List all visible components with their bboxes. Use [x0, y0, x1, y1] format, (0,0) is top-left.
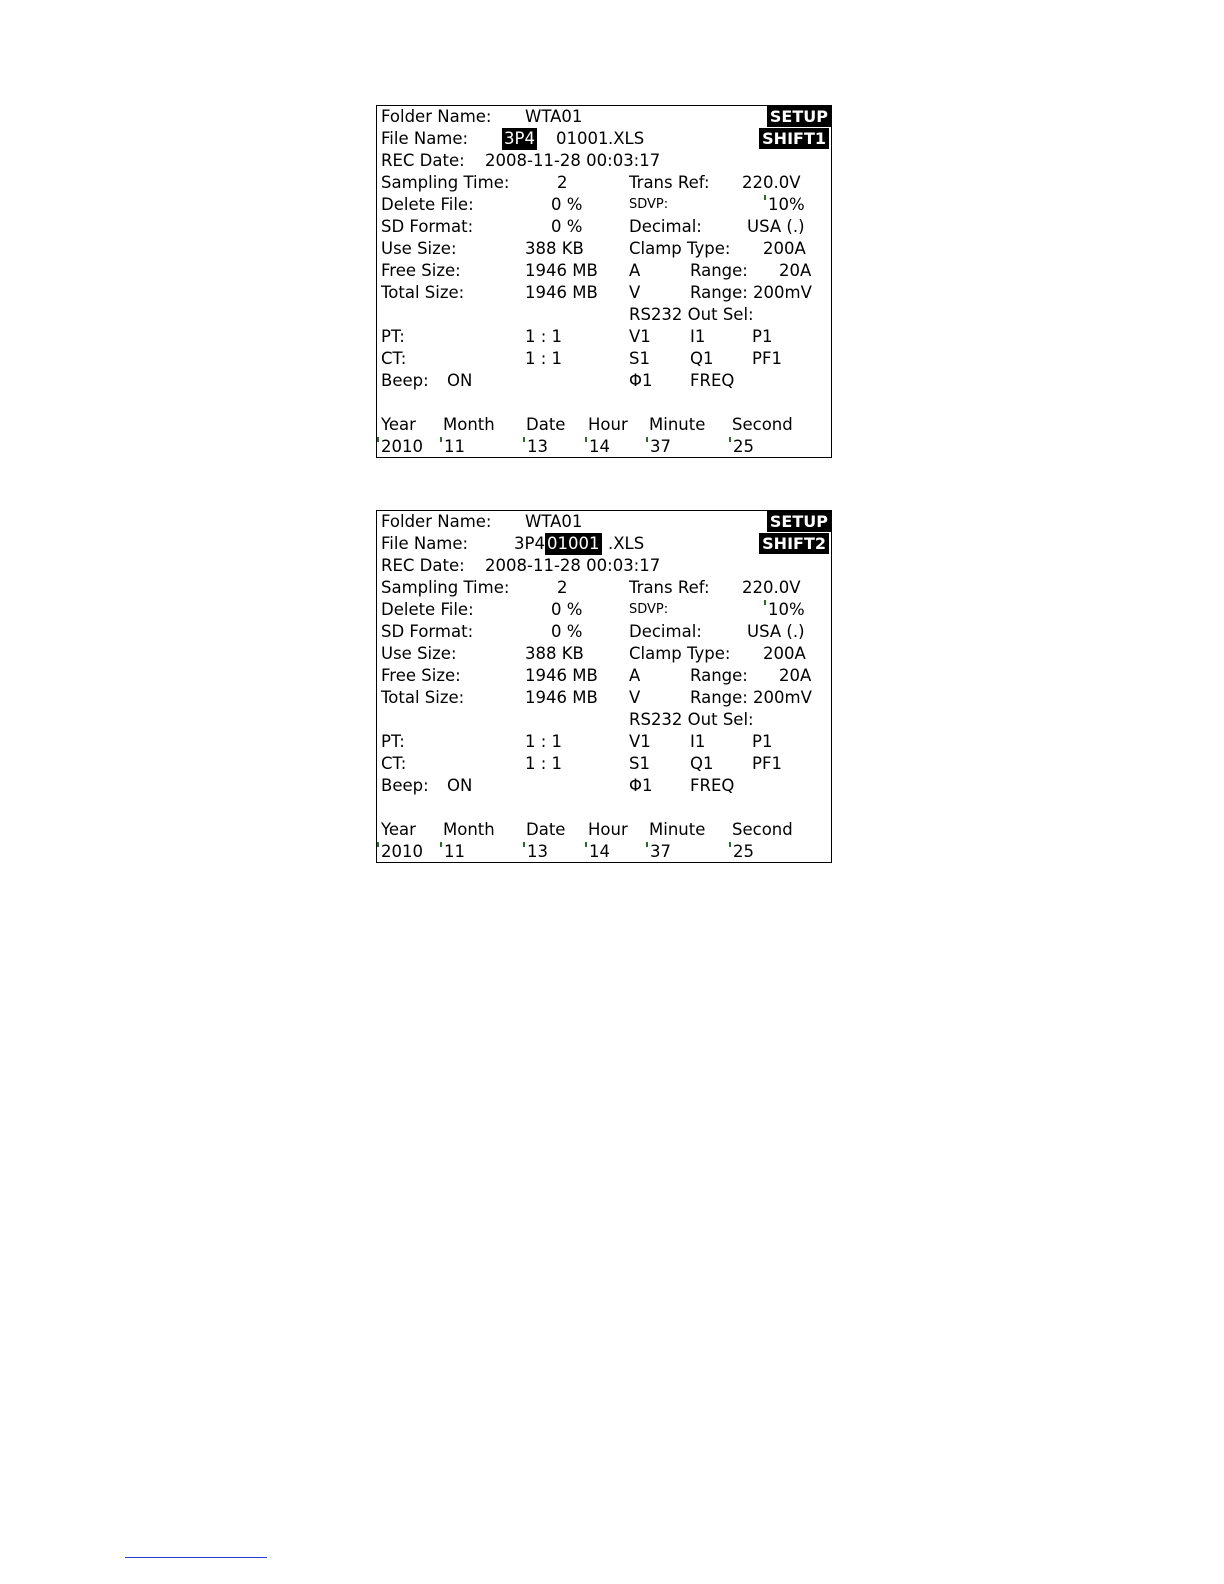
total-size-label: Total Size: — [381, 283, 465, 302]
v-range-value: 200mV — [753, 688, 812, 707]
rs232-item: FREQ — [690, 371, 735, 390]
total-size-value: 1946 MB — [525, 283, 598, 302]
folder-value: WTA01 — [525, 107, 583, 126]
setup-badge: SETUP — [767, 106, 831, 127]
time-header: Month — [443, 820, 495, 839]
ct-value: 1 : 1 — [525, 754, 563, 773]
time-header: Date — [526, 820, 566, 839]
rs232-item: FREQ — [690, 776, 735, 795]
rec-label: REC Date: — [381, 151, 465, 170]
sd-format-value: 0 % — [551, 622, 583, 641]
sdvp-value: 10% — [768, 195, 805, 214]
beep-label: Beep: — [381, 776, 429, 795]
rs232-item: Φ1 — [629, 776, 653, 795]
v-range-label: Range: — [690, 283, 748, 302]
file-prefix: 3P4 — [504, 129, 535, 148]
rs232-item: P1 — [752, 732, 773, 751]
ct-label: CT: — [381, 754, 407, 773]
beep-label: Beep: — [381, 371, 429, 390]
time-value: 25 — [733, 842, 754, 861]
free-size-label: Free Size: — [381, 666, 461, 685]
pt-value: 1 : 1 — [525, 732, 563, 751]
a-label: A — [629, 666, 641, 685]
sd-format-label: SD Format: — [381, 217, 474, 236]
shift-badge: SHIFT2 — [759, 533, 829, 554]
a-label: A — [629, 261, 641, 280]
rec-label: REC Date: — [381, 556, 465, 575]
rs232-item: I1 — [690, 327, 706, 346]
beep-value: ON — [447, 776, 473, 795]
setup-screen-shift1 — [376, 105, 832, 458]
free-size-value: 1946 MB — [525, 261, 598, 280]
delete-file-value: 0 % — [551, 600, 583, 619]
decimal-value: USA (.) — [747, 217, 805, 236]
time-header: Year — [381, 415, 416, 434]
sd-format-value: 0 % — [551, 217, 583, 236]
sdvp-label: SDVP: — [629, 197, 669, 212]
sdvp-value: 10% — [768, 600, 805, 619]
rs232-item: Φ1 — [629, 371, 653, 390]
setup-screen-shift2 — [376, 510, 832, 863]
a-range-value: 20A — [779, 261, 812, 280]
time-value: 14 — [589, 842, 610, 861]
pt-label: PT: — [381, 732, 405, 751]
rs232-item: I1 — [690, 732, 706, 751]
beep-value: ON — [447, 371, 473, 390]
file-prefix: 3P4 — [514, 534, 545, 553]
file-number: 01001 — [547, 534, 600, 553]
rs232-item: V1 — [629, 732, 651, 751]
time-header: Hour — [588, 820, 628, 839]
time-header: Hour — [588, 415, 628, 434]
time-header: Minute — [649, 415, 706, 434]
time-header: Year — [381, 820, 416, 839]
time-header: Date — [526, 415, 566, 434]
rec-value: 2008-11-28 00:03:17 — [485, 151, 661, 170]
sdvp-label: SDVP: — [629, 602, 669, 617]
time-value: 13 — [527, 842, 548, 861]
clamp-type-value: 200A — [763, 239, 806, 258]
file-label: File Name: — [381, 534, 469, 553]
use-size-value: 388 KB — [525, 644, 584, 663]
pt-value: 1 : 1 — [525, 327, 563, 346]
trans-ref-value: 220.0V — [742, 578, 801, 597]
folder-value: WTA01 — [525, 512, 583, 531]
rs232-item: PF1 — [752, 754, 782, 773]
use-size-value: 388 KB — [525, 239, 584, 258]
clamp-type-label: Clamp Type: — [629, 239, 731, 258]
clamp-type-value: 200A — [763, 644, 806, 663]
v-label: V — [629, 283, 641, 302]
file-label: File Name: — [381, 129, 469, 148]
time-value: 37 — [650, 842, 671, 861]
sampling-label: Sampling Time: — [381, 173, 510, 192]
time-header: Minute — [649, 820, 706, 839]
trans-ref-value: 220.0V — [742, 173, 801, 192]
setup-badge: SETUP — [767, 511, 831, 532]
sd-format-label: SD Format: — [381, 622, 474, 641]
rs232-item: S1 — [629, 349, 650, 368]
time-value: 37 — [650, 437, 671, 456]
rs232-item: PF1 — [752, 349, 782, 368]
footer-rule — [125, 1557, 267, 1558]
sampling-label: Sampling Time: — [381, 578, 510, 597]
sampling-value: 2 — [557, 173, 568, 192]
time-value: 25 — [733, 437, 754, 456]
decimal-label: Decimal: — [629, 622, 702, 641]
decimal-value: USA (.) — [747, 622, 805, 641]
a-range-label: Range: — [690, 261, 748, 280]
total-size-value: 1946 MB — [525, 688, 598, 707]
time-value: 11 — [444, 437, 465, 456]
rec-value: 2008-11-28 00:03:17 — [485, 556, 661, 575]
time-value: 13 — [527, 437, 548, 456]
ct-label: CT: — [381, 349, 407, 368]
time-value: 11 — [444, 842, 465, 861]
v-label: V — [629, 688, 641, 707]
time-header: Second — [732, 820, 793, 839]
use-size-label: Use Size: — [381, 239, 457, 258]
clamp-type-label: Clamp Type: — [629, 644, 731, 663]
file-extension: .XLS — [608, 534, 645, 553]
time-value: 14 — [589, 437, 610, 456]
a-range-label: Range: — [690, 666, 748, 685]
v-range-value: 200mV — [753, 283, 812, 302]
delete-file-label: Delete File: — [381, 195, 474, 214]
delete-file-value: 0 % — [551, 195, 583, 214]
ct-value: 1 : 1 — [525, 349, 563, 368]
rs232-item: V1 — [629, 327, 651, 346]
v-range-label: Range: — [690, 688, 748, 707]
time-header: Second — [732, 415, 793, 434]
a-range-value: 20A — [779, 666, 812, 685]
shift-badge: SHIFT1 — [759, 128, 829, 149]
rs232-label: RS232 Out Sel: — [629, 710, 754, 729]
rs232-item: Q1 — [690, 754, 714, 773]
folder-label: Folder Name: — [381, 107, 492, 126]
rs232-item: S1 — [629, 754, 650, 773]
free-size-value: 1946 MB — [525, 666, 598, 685]
time-header: Month — [443, 415, 495, 434]
free-size-label: Free Size: — [381, 261, 461, 280]
decimal-label: Decimal: — [629, 217, 702, 236]
time-value: 2010 — [381, 842, 423, 861]
file-extension: .XLS — [608, 129, 645, 148]
pt-label: PT: — [381, 327, 405, 346]
total-size-label: Total Size: — [381, 688, 465, 707]
rs232-item: Q1 — [690, 349, 714, 368]
time-value: 2010 — [381, 437, 423, 456]
folder-label: Folder Name: — [381, 512, 492, 531]
trans-ref-label: Trans Ref: — [629, 173, 710, 192]
rs232-item: P1 — [752, 327, 773, 346]
sampling-value: 2 — [557, 578, 568, 597]
trans-ref-label: Trans Ref: — [629, 578, 710, 597]
rs232-label: RS232 Out Sel: — [629, 305, 754, 324]
delete-file-label: Delete File: — [381, 600, 474, 619]
file-number: 01001 — [556, 129, 609, 148]
use-size-label: Use Size: — [381, 644, 457, 663]
